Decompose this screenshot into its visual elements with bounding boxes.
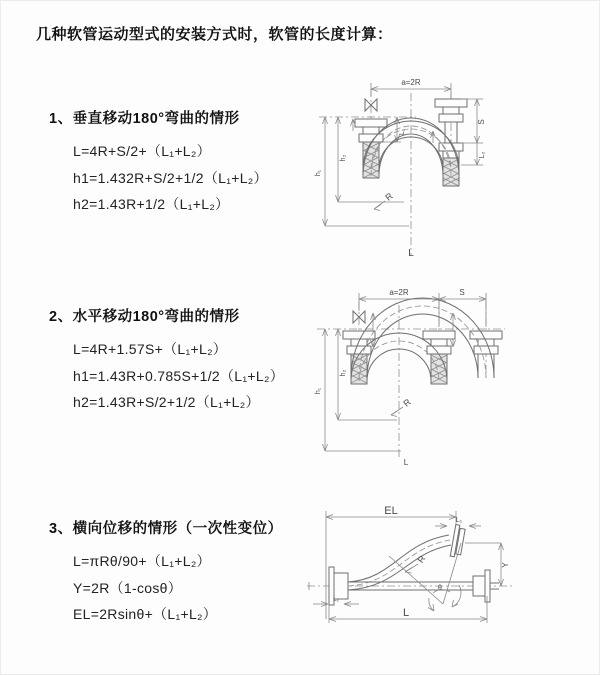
theta-label: θ	[438, 585, 442, 592]
radius-callout	[374, 190, 395, 210]
radius-label: R	[383, 190, 395, 203]
section-horizontal-movement	[49, 305, 319, 416]
dim-label-y: Y	[501, 562, 510, 568]
diagram-horizontal-u-bend	[309, 283, 599, 473]
length-label: L	[408, 248, 414, 259]
radius-callout	[391, 396, 413, 416]
dimension-l1-bottom	[313, 596, 359, 607]
formula-line: h2=1.43R+1/2（L₁+L₂）	[73, 196, 230, 212]
dimension-l2	[461, 143, 486, 165]
travel-arrow-middle	[451, 313, 456, 347]
dim-label-h1: h₁	[315, 387, 322, 395]
radius-label: R	[415, 553, 428, 565]
dim-label-l2: L₂	[479, 151, 486, 159]
middle-braid-section	[431, 354, 447, 384]
section-1-heading: 1、垂直移动180°弯曲的情形	[49, 111, 240, 127]
section-lateral-displacement	[49, 517, 319, 628]
radius-callout	[405, 553, 428, 573]
dimension-a2r	[359, 288, 486, 327]
formula-line: L=4R+1.57S+（L₁+L₂）	[73, 341, 228, 357]
right-flange	[470, 331, 502, 354]
section-1-formulas	[73, 138, 319, 218]
dim-label-el: EL	[384, 505, 398, 517]
formula-line: L=4R+S/2+（L₁+L₂）	[73, 143, 211, 159]
dimension-el	[326, 505, 456, 619]
dimension-l	[329, 596, 487, 623]
length-label: L	[403, 458, 409, 467]
dim-label-l1-bottom: L₁	[333, 596, 339, 603]
radius-label: R	[401, 396, 413, 409]
formula-line: h2=1.43R+S/2+1/2（L₁+L₂）	[73, 394, 260, 410]
hose-u-curves	[351, 298, 494, 384]
dim-label-s: S	[477, 119, 486, 125]
dim-label-h2: h₂	[340, 369, 347, 377]
formula-line: h1=1.43R+0.785S+1/2（L₁+L₂）	[73, 367, 284, 384]
dimension-h1	[315, 117, 409, 226]
dim-label-h1: h₁	[315, 169, 322, 177]
diagram-vertical-u-bend	[309, 69, 599, 259]
dim-label-l: L	[402, 607, 410, 619]
page-title: 几种软管运动型式的安装方式时，软管的长度计算：	[36, 26, 393, 43]
section-2-heading: 2、水平移动180°弯曲的情形	[49, 309, 240, 325]
section-vertical-movement	[49, 107, 319, 218]
dim-label-a2r: a=2R	[401, 78, 421, 87]
dim-label-s: S	[459, 288, 465, 297]
dim-label-l1: L₁	[399, 128, 406, 136]
dim-label-a2r: a=2R	[389, 288, 409, 297]
section-3-heading: 3、横向位移的情形（一次性变位）	[49, 521, 283, 537]
dim-label-l1-top: L₁	[455, 517, 463, 524]
section-2-formulas	[73, 336, 319, 416]
formula-line: h1=1.432R+S/2+1/2（L₁+L₂）	[73, 169, 268, 186]
formula-line: L=πRθ/90+（L₁+L₂）	[73, 553, 211, 569]
right-upper-flange	[435, 99, 467, 122]
dim-label-h2: h₂	[340, 154, 347, 162]
formula-line: EL=2Rsinθ+（L₁+L₂）	[73, 606, 218, 622]
diagram-lateral-displacement	[301, 501, 600, 676]
formula-line: Y=2R（1-cosθ）	[73, 579, 183, 596]
angle-theta-construction	[389, 543, 461, 611]
section-3-formulas	[73, 548, 319, 628]
